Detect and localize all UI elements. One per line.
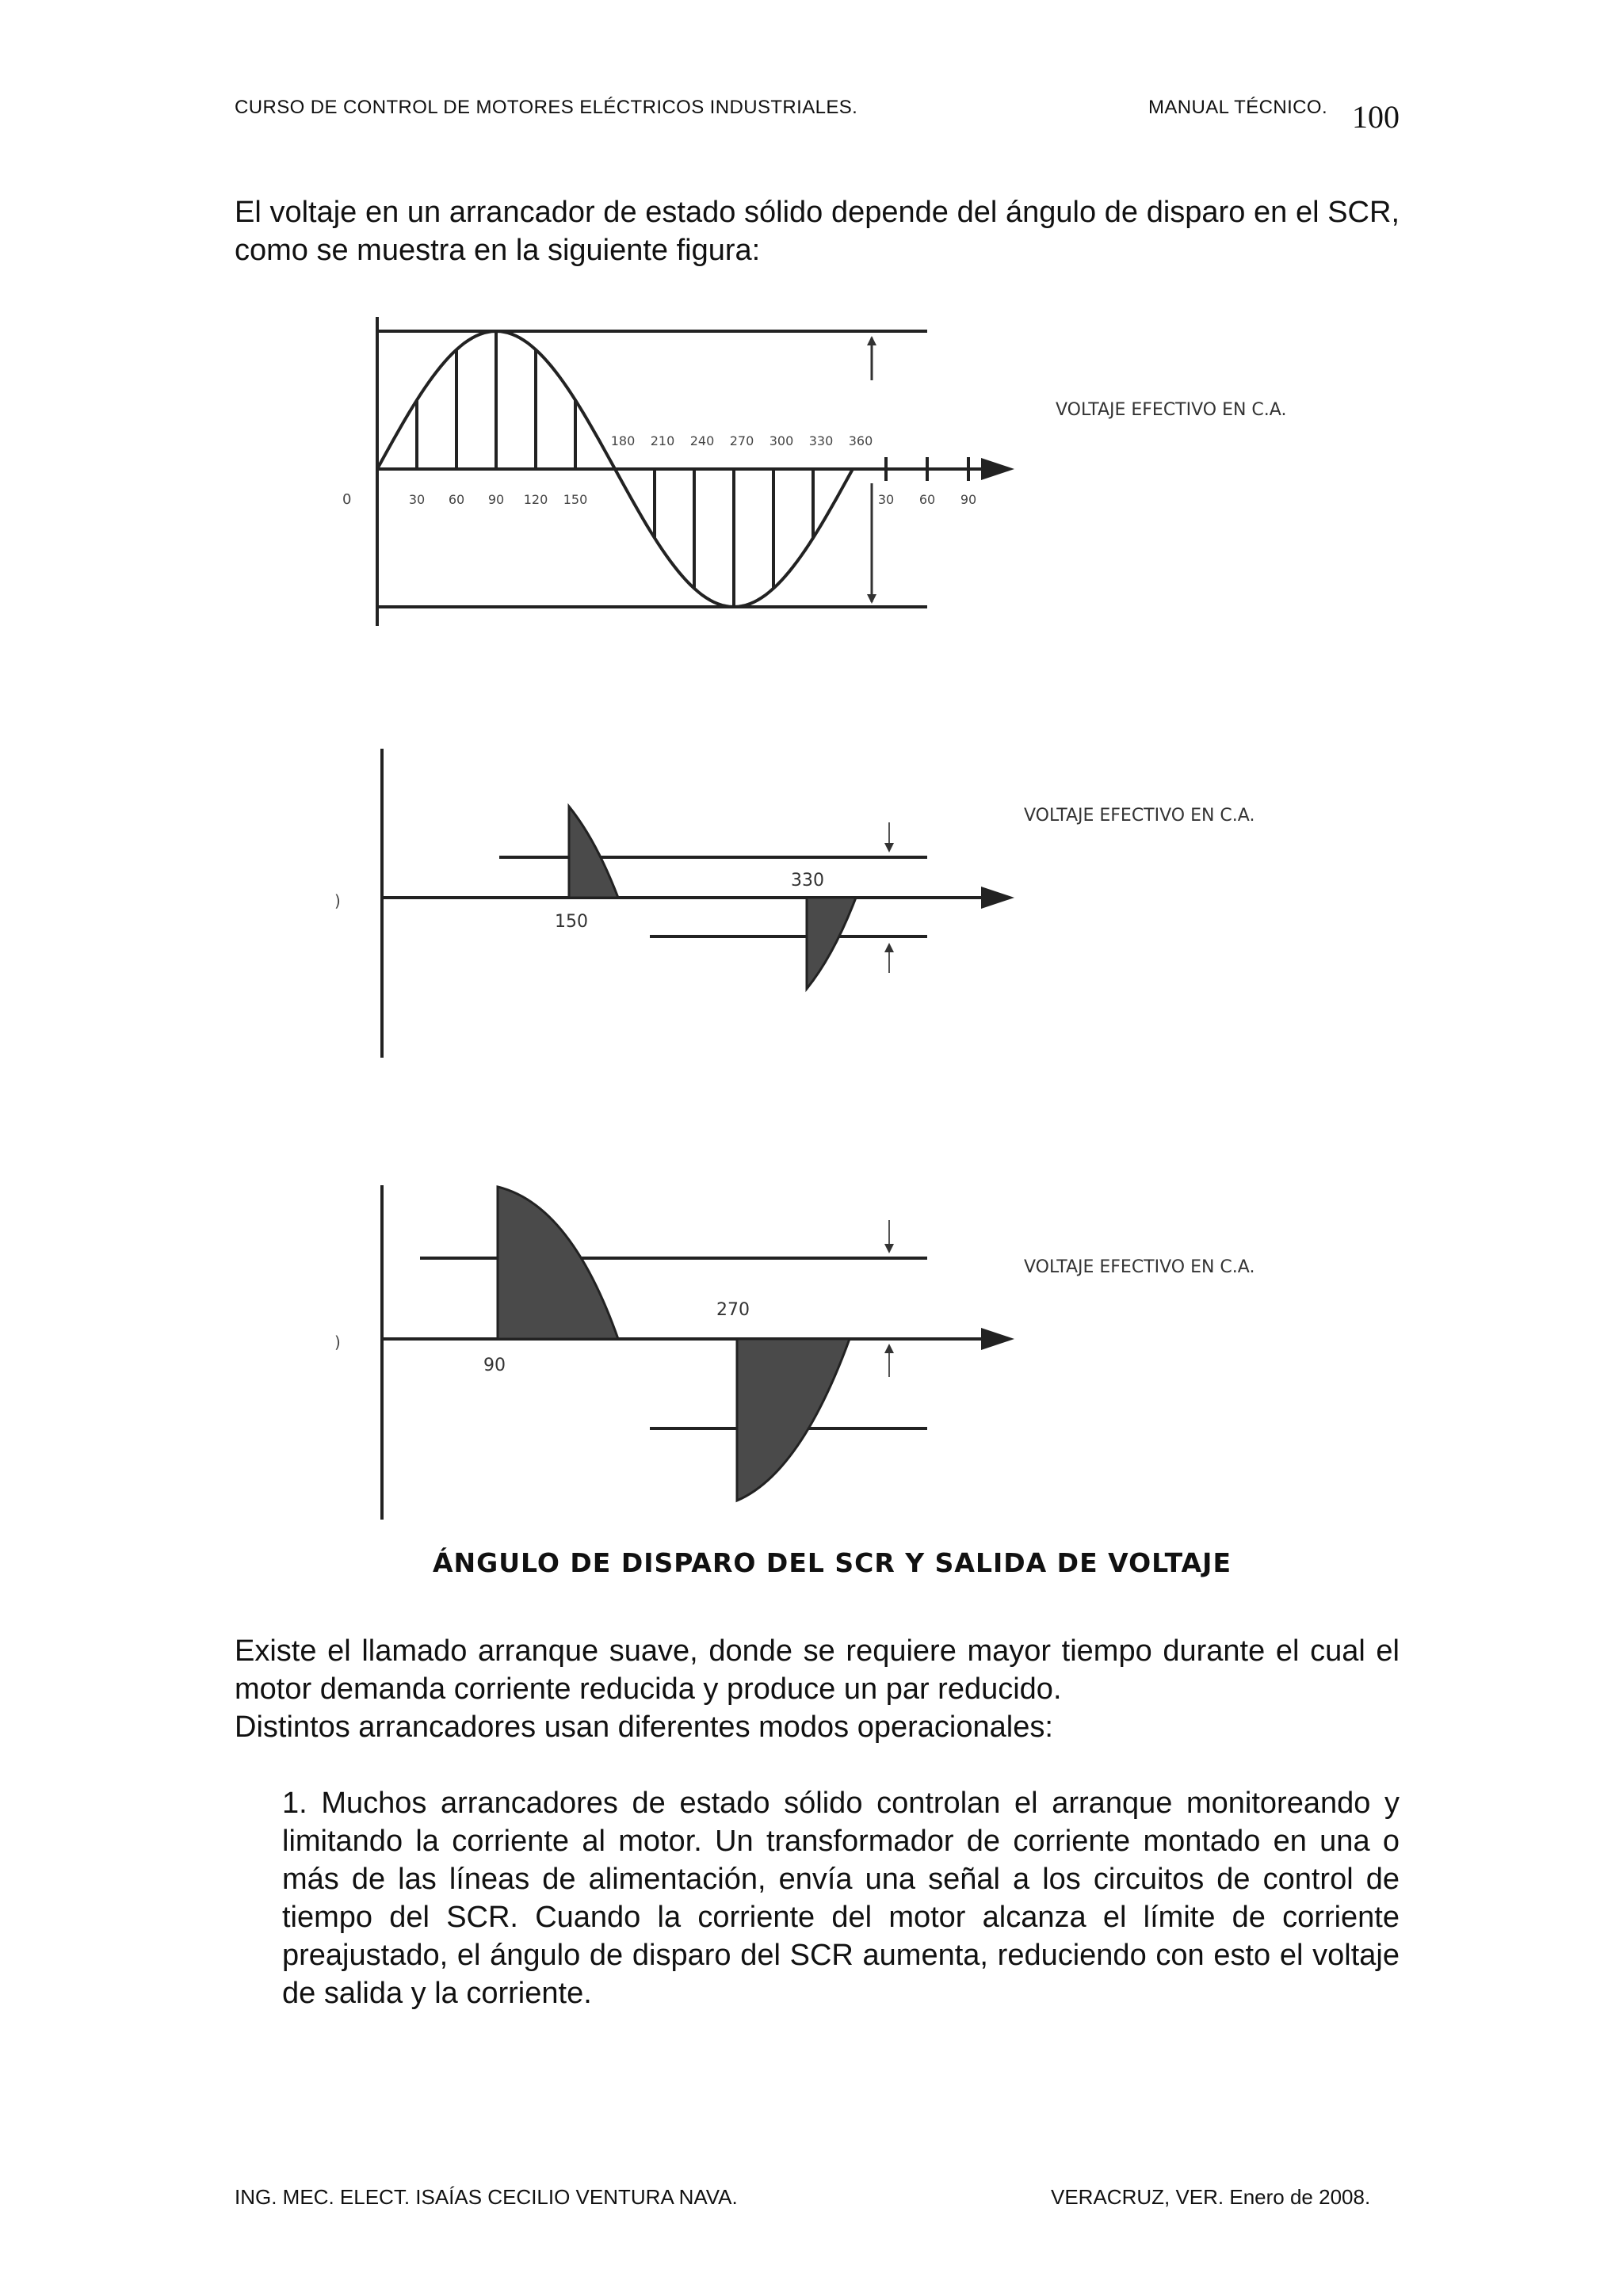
d2-origin-label: ) xyxy=(334,891,341,910)
d2-negative-pulse xyxy=(807,898,856,989)
d1-tick-label-30: 30 xyxy=(408,492,426,507)
d1-tick-label-above-240: 240 xyxy=(689,433,715,448)
d1-tick-labels-after xyxy=(878,492,976,507)
intro-paragraph: El voltaje en un arrancador de estado sólido depende del ángulo de disparo en el SCR, como se muestra en la siguiente figura: xyxy=(235,196,1400,267)
d3-axis-arrow xyxy=(981,1328,1014,1350)
d1-tick-label-above-330: 330 xyxy=(808,433,834,448)
d1-tick-label-above-210: 210 xyxy=(650,433,675,448)
diagram-firing-150 xyxy=(334,749,1254,1058)
d3-angle-90-label: 90 xyxy=(483,1356,506,1375)
header-course-title: CURSO DE CONTROL DE MOTORES ELÉCTRICOS INDUSTRIALES. xyxy=(235,97,858,118)
scr-firing-angle-figure xyxy=(317,293,1347,1600)
d1-tick-label-above-270: 270 xyxy=(729,433,754,448)
diagram-full-wave xyxy=(342,317,1286,626)
d2-axis-arrow xyxy=(981,887,1014,909)
d1-tick-label-above-300: 300 xyxy=(769,433,794,448)
page-number: 100 xyxy=(1352,99,1400,135)
footer-location-date: VERACRUZ, VER. Enero de 2008. xyxy=(1051,2185,1371,2209)
d1-tick-label-120: 120 xyxy=(523,492,548,507)
figure-caption: ÁNGULO DE DISPARO DEL SCR Y SALIDA DE VOLTAJE xyxy=(432,1547,1232,1578)
operational-modes-paragraph: Distintos arrancadores usan diferentes modos operacionales: xyxy=(235,1711,1053,1744)
d1-tick-labels-below xyxy=(409,492,587,507)
d1-tick-label-above-360: 360 xyxy=(848,433,873,448)
d3-positive-pulse xyxy=(498,1187,618,1339)
d2-angle-150-label: 150 xyxy=(555,912,588,932)
d1-tick-label-above-180: 180 xyxy=(610,433,636,448)
d3-angle-270-label: 270 xyxy=(716,1300,750,1320)
d3-effective-voltage-label: VOLTAJE EFECTIVO EN C.A. xyxy=(1024,1257,1255,1277)
soft-start-paragraph: Existe el llamado arranque suave, donde se requiere mayor tiempo durante el cual el motor demanda corriente reducida y produce un par reducido. xyxy=(235,1634,1400,1706)
d1-tick-label-150: 150 xyxy=(563,492,588,507)
d3-negative-pulse xyxy=(737,1339,850,1501)
d1-tick-label-after-90: 90 xyxy=(960,492,977,507)
d2-angle-330-label: 330 xyxy=(791,871,824,891)
footer-author: ING. MEC. ELECT. ISAÍAS CECILIO VENTURA NAVA. xyxy=(235,2185,738,2209)
d1-tick-label-90: 90 xyxy=(487,492,505,507)
d2-positive-pulse xyxy=(569,807,618,898)
scr-diagrams-svg xyxy=(317,293,1347,1600)
d2-effective-voltage-label: VOLTAJE EFECTIVO EN C.A. xyxy=(1024,806,1255,826)
d1-tick-label-60: 60 xyxy=(448,492,465,507)
list-item-1: 1. Muchos arrancadores de estado sólido controlan el arranque monitoreando y limitando la corriente al motor. Un transformador de corriente montado en una o más de las líneas de alimentación, envía una señal a los circuitos de control de tiempo del SCR. Cuando la corriente del motor alcanza el límite de corriente preajustado, el ángulo de disparo del SCR aumenta, reduciendo con esto el voltaje de salida y la corriente. xyxy=(282,1787,1400,2010)
d1-tick-label-after-60: 60 xyxy=(918,492,936,507)
d1-tick-label-after-30: 30 xyxy=(877,492,895,507)
d1-tick-labels-above xyxy=(611,433,873,448)
d1-effective-voltage-label: VOLTAJE EFECTIVO EN C.A. xyxy=(1056,400,1287,420)
d3-origin-label: ) xyxy=(334,1333,341,1352)
d1-axis-arrow xyxy=(981,458,1014,480)
header-manual-label: MANUAL TÉCNICO. xyxy=(1148,97,1328,118)
diagram-firing-90 xyxy=(334,1185,1254,1520)
d1-origin-label: 0 xyxy=(342,491,352,508)
